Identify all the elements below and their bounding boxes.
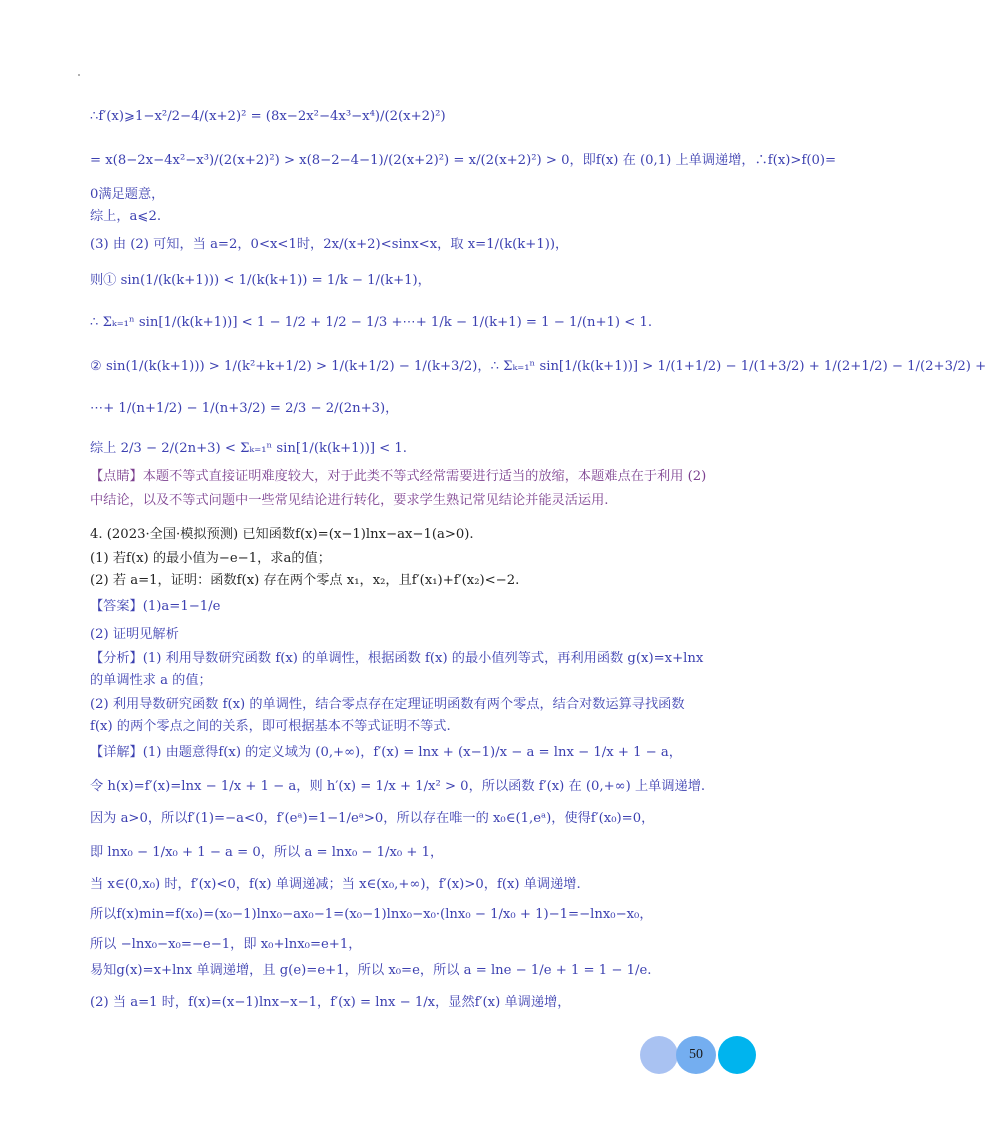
hint-line: 中结论，以及不等式问题中一些常见结论进行转化，要求学生熟记常见结论并能灵活运用.	[90, 493, 609, 508]
text-line: (3) 由 (2) 可知，当 a=2，0<x<1时，2x/(x+2)<sinx<x，取 x=1/(k(k+1))，	[90, 237, 569, 252]
analysis-line: 【分析】(1) 利用导数研究函数 f(x) 的单调性，根据函数 f(x) 的最小值列等式，再利用函数 g(x)=x+lnx	[90, 651, 704, 666]
badge-circle-left	[640, 1036, 678, 1074]
analysis-line: f(x) 的两个零点之间的关系，即可根据基本不等式证明不等式.	[90, 719, 451, 734]
text-line: = x(8−2x−4x²−x³)/(2(x+2)²) > x(8−2−4−1)/(2(x+2)²) = x/(2(x+2)²) > 0，即f(x) 在 (0,1) 上单调递增，∴f(x)>f(0)=	[90, 153, 837, 168]
text-line: 综上，a⩽2.	[90, 209, 162, 224]
analysis-line: 的单调性求 a 的值；	[90, 673, 212, 688]
detail-line: 即 lnx₀ − 1/x₀ + 1 − a = 0，所以 a = lnx₀ − 1/x₀ + 1，	[90, 845, 444, 860]
problem-part-2: (2) 若 a=1，证明：函数f(x) 存在两个零点 x₁，x₂，且f′(x₁)+f′(x₂)<−2.	[90, 573, 520, 588]
scan-dot	[78, 74, 80, 76]
detail-line: 令 h(x)=f′(x)=lnx − 1/x + 1 − a，则 h′(x) = 1/x + 1/x² > 0，所以函数 f′(x) 在 (0,+∞) 上单调递增.	[90, 779, 706, 794]
detail-line: 所以f(x)min=f(x₀)=(x₀−1)lnx₀−ax₀−1=(x₀−1)lnx₀−x₀·(lnx₀ − 1/x₀ + 1)−1=−lnx₀−x₀，	[90, 907, 653, 922]
text-line: 0满足题意，	[90, 187, 165, 202]
analysis-line: (2) 利用导数研究函数 f(x) 的单调性，结合零点存在定理证明函数有两个零点，结合对数运算寻找函数	[90, 697, 685, 712]
detail-line: 因为 a>0，所以f′(1)=−a<0，f′(eᵃ)=1−1/eᵃ>0，所以存在唯一的 x₀∈(1,eᵃ)，使得f′(x₀)=0，	[90, 811, 655, 826]
detail-line: 易知g(x)=x+lnx 单调递增，且 g(e)=e+1，所以 x₀=e，所以 a = lne − 1/e + 1 = 1 − 1/e.	[90, 963, 652, 978]
text-line: 综上 2/3 − 2/(2n+3) < Σₖ₌₁ⁿ sin[1/(k(k+1))] < 1.	[90, 441, 408, 456]
badge-circle-right	[718, 1036, 756, 1074]
page-number-badge	[640, 1036, 760, 1076]
detail-line: 【详解】(1) 由题意得f(x) 的定义域为 (0,+∞)，f′(x) = lnx + (x−1)/x − a = lnx − 1/x + 1 − a，	[90, 745, 682, 760]
text-line: ∴f′(x)⩾1−x²/2−4/(x+2)² = (8x−2x²−4x³−x⁴)/(2(x+2)²)	[90, 109, 446, 124]
detail-line: (2) 当 a=1 时，f(x)=(x−1)lnx−x−1，f′(x) = lnx − 1/x，显然f′(x) 单调递增，	[90, 995, 571, 1010]
hint-line: 【点睛】本题不等式直接证明难度较大，对于此类不等式经常需要进行适当的放缩，本题难点在于利用 (2)	[90, 469, 707, 484]
page-number: 50	[689, 1047, 703, 1062]
problem-statement: 4. (2023·全国·模拟预测) 已知函数f(x)=(x−1)lnx−ax−1(a>0).	[90, 527, 474, 542]
answer-line: (2) 证明见解析	[90, 627, 179, 642]
detail-line: 当 x∈(0,x₀) 时，f′(x)<0，f(x) 单调递减；当 x∈(x₀,+∞)，f′(x)>0，f(x) 单调递增.	[90, 877, 581, 892]
text-line: ∴ Σₖ₌₁ⁿ sin[1/(k(k+1))] < 1 − 1/2 + 1/2 − 1/3 +⋯+ 1/k − 1/(k+1) = 1 − 1/(n+1) < 1.	[90, 315, 653, 330]
text-line: 则① sin(1/(k(k+1))) < 1/(k(k+1)) = 1/k − 1/(k+1)，	[90, 273, 431, 288]
detail-line: 所以 −lnx₀−x₀=−e−1，即 x₀+lnx₀=e+1，	[90, 937, 362, 952]
text-line: ⋯+ 1/(n+1/2) − 1/(n+3/2) = 2/3 − 2/(2n+3)，	[90, 401, 399, 416]
problem-part-1: (1) 若f(x) 的最小值为−e−1，求a的值；	[90, 551, 331, 566]
text-line: ② sin(1/(k(k+1))) > 1/(k²+k+1/2) > 1/(k+1/2) − 1/(k+3/2)，∴ Σₖ₌₁ⁿ sin[1/(k(k+1))] > 1/(1+1/2) − 1/(1+3/2) + 1/(2+1/2) − 1/(2+3/2) +	[90, 359, 986, 374]
answer-line: 【答案】(1)a=1−1/e	[90, 599, 221, 614]
